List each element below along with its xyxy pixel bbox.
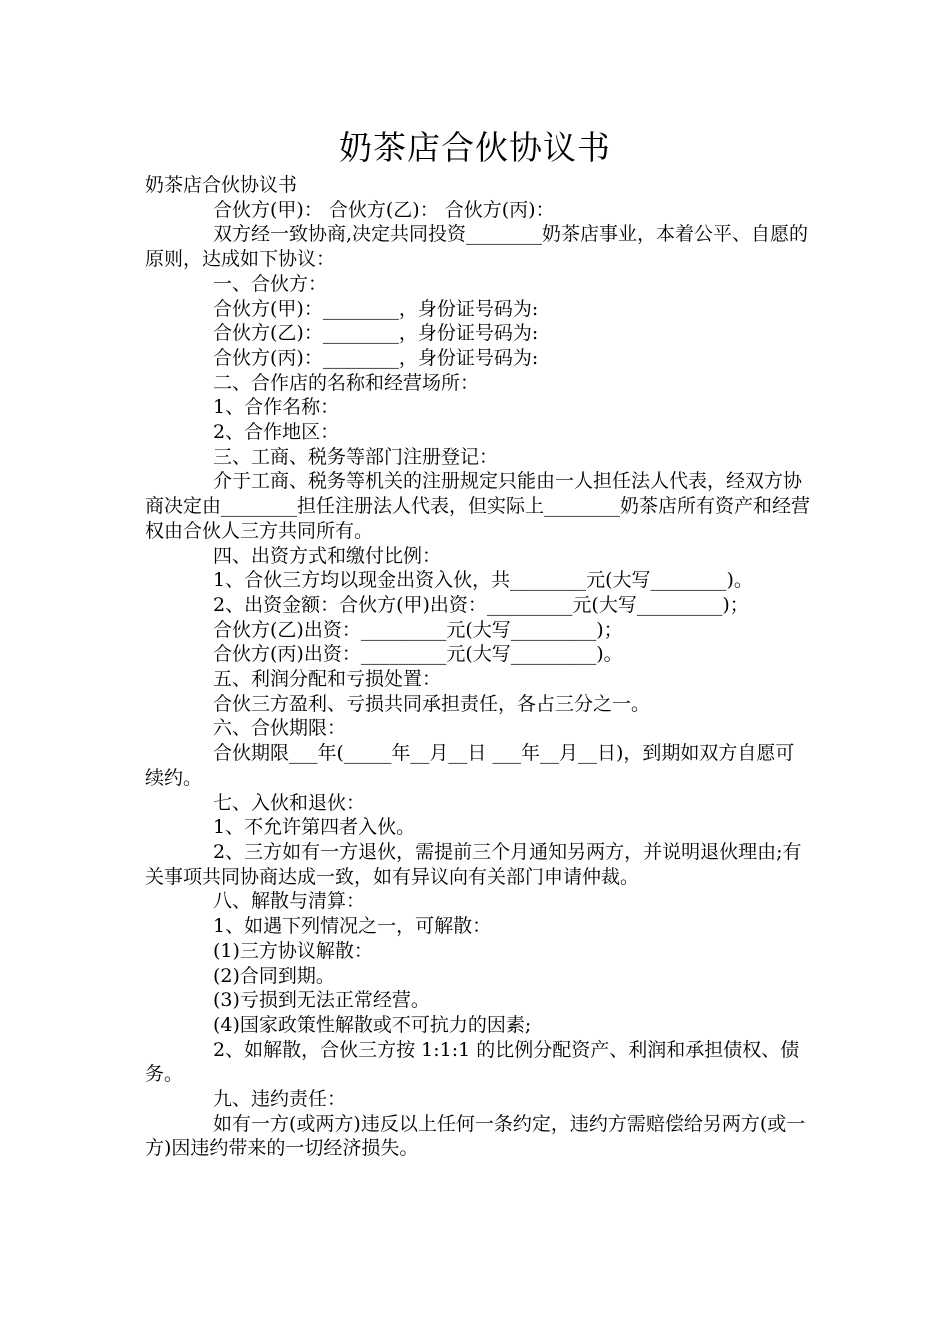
paragraph: (2)合同到期。 xyxy=(213,964,335,987)
paragraph: 如有一方(或两方)违反以上任何一条约定，违约方需赔偿给另两方(或一方)因违约带来的一切经济损失。 xyxy=(145,1112,806,1160)
paragraph: 七、入伙和退伙： xyxy=(213,791,366,814)
paragraph: 合伙方(乙)出资：_________元(大写_________)； xyxy=(213,618,623,641)
paragraph: 1、不允许第四者入伙。 xyxy=(213,816,416,839)
paragraph: 一、合伙方： xyxy=(213,272,328,295)
paragraph: 五、利润分配和亏损处置： xyxy=(213,668,442,691)
paragraph: 合伙三方盈利、亏损共同承担责任，各占三分之一。 xyxy=(213,692,651,715)
paragraph: 三、工商、税务等部门注册登记： xyxy=(213,445,499,468)
document-title: 奶茶店合伙协议书 xyxy=(339,128,611,167)
paragraph: 1、合作名称： xyxy=(213,396,340,419)
paragraph: 合伙方(甲)：________，身份证号码为: xyxy=(213,297,539,320)
paragraph: 2、三方如有一方退伙，需提前三个月通知另两方，并说明退伙理由;有关事项共同协商达成一致，如有异议向有关部门申请仲裁。 xyxy=(145,840,802,888)
paragraph: (1)三方协议解散： xyxy=(213,939,373,962)
paragraph: 2、如解散，合伙三方按 1:1:1 的比例分配资产、利润和承担债权、债务。 xyxy=(145,1038,800,1086)
paragraph: (4)国家政策性解散或不可抗力的因素; xyxy=(213,1013,532,1036)
paragraph: 四、出资方式和缴付比例： xyxy=(213,544,442,567)
paragraph: 1、合伙三方均以现金出资入伙，共________元(大写________)。 xyxy=(213,569,753,592)
paragraph: 奶茶店合伙协议书 xyxy=(145,174,298,196)
paragraph: 介于工商、税务等机关的注册规定只能由一人担任法人代表，经双方协商决定由________担任注册法人代表，但实际上________奶茶店所有资产和经营权由合伙人三方共同所有。 xyxy=(145,470,811,542)
paragraph: 合伙期限___年(_____年__月__日 ___年__月__日)，到期如双方自愿可续约。 xyxy=(145,742,795,789)
paragraph: 1、如遇下列情况之一，可解散： xyxy=(213,915,492,938)
paragraph: 2、合作地区： xyxy=(213,421,340,444)
paragraph: 九、违约责任： xyxy=(213,1088,347,1111)
paragraph: 合伙方(丙)出资：_________元(大写_________)。 xyxy=(213,643,623,666)
paragraph: 合伙方(乙)：________，身份证号码为: xyxy=(213,322,539,345)
paragraph: 双方经一致协商,决定共同投资________奶茶店事业，本着公平、自愿的原则，达成如下协议： xyxy=(145,223,809,271)
paragraph: 2、出资金额：合伙方(甲)出资：_________元(大写_________)； xyxy=(213,593,749,616)
paragraph: 合伙方(甲)： 合伙方(乙)： 合伙方(丙)： xyxy=(213,198,555,221)
paragraph: 合伙方(丙)：________，身份证号码为: xyxy=(213,346,539,369)
paragraph: 八、解散与清算： xyxy=(213,890,366,913)
document-body xyxy=(145,173,813,1161)
paragraph: 二、合作店的名称和经营场所： xyxy=(213,371,480,394)
paragraph: 六、合伙期限： xyxy=(213,717,347,740)
paragraph: (3)亏损到无法正常经营。 xyxy=(213,989,430,1012)
